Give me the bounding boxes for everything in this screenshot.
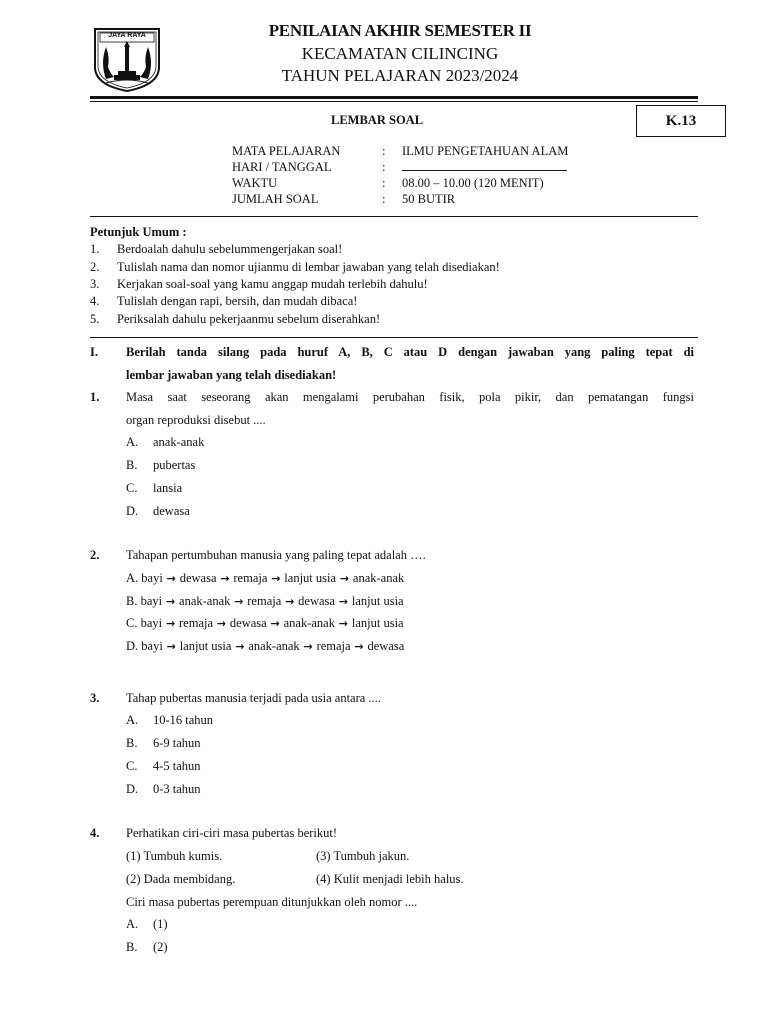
exam-title: PENILAIAN AKHIR SEMESTER II <box>268 21 532 40</box>
option-letter: B. <box>126 458 138 472</box>
instruction-number: 3. <box>90 277 100 291</box>
q2-option-d <box>126 639 404 654</box>
question-text: Perhatikan ciri-ciri masa pubertas berikut! <box>126 826 338 840</box>
option-letter: A. <box>126 435 139 449</box>
info-value: 08.00 – 10.00 (120 MENIT) <box>402 176 544 190</box>
info-label: MATA PELAJARAN <box>232 144 341 158</box>
growth-stage: remaja <box>179 616 214 630</box>
instruction-text: Tulislah dengan rapi, bersih, dan mudah dibaca! <box>117 294 358 308</box>
instruction-text: Berdoalah dahulu sebelummengerjakan soal! <box>117 242 343 256</box>
instruction-number: 5. <box>90 312 100 326</box>
info-label: JUMLAH SOAL <box>232 192 319 206</box>
growth-stage: remaja <box>247 594 282 608</box>
section-instruction-line2: lembar jawaban yang telah disediakan! <box>126 368 337 382</box>
instructions-divider <box>90 337 698 338</box>
arrow-right-icon: → <box>162 595 180 608</box>
growth-stage: dewasa <box>179 571 217 585</box>
question-text-cont: organ reproduksi disebut .... <box>126 413 266 427</box>
district-name: KECAMATAN CILINCING <box>301 44 499 63</box>
trait-item: (4) Kulit menjadi lebih halus. <box>316 872 464 886</box>
question-prompt: Ciri masa pubertas perempuan ditunjukkan oleh nomor .... <box>126 895 418 909</box>
question-number: 1. <box>90 390 100 404</box>
q2-option-b <box>126 594 404 609</box>
header-divider-thick <box>90 96 698 99</box>
info-value: 50 BUTIR <box>402 192 456 206</box>
growth-stage: anak-anak <box>352 571 405 585</box>
option-text: 10-16 tahun <box>153 713 214 727</box>
option-text: 4-5 tahun <box>153 759 201 773</box>
arrow-right-icon: → <box>336 572 353 585</box>
growth-stage: lanjut usia <box>351 594 404 608</box>
option-text: 0-3 tahun <box>153 782 201 796</box>
growth-stage: bayi <box>141 639 163 653</box>
growth-stage: remaja <box>316 639 351 653</box>
arrow-right-icon: → <box>299 640 317 653</box>
option-letter: C. <box>126 616 141 630</box>
option-letter: C. <box>126 481 138 495</box>
instruction-number: 1. <box>90 242 100 256</box>
question-number: 3. <box>90 691 100 705</box>
arrow-right-icon: → <box>334 595 352 608</box>
info-colon: : <box>382 144 386 158</box>
arrow-right-icon: → <box>162 617 180 630</box>
growth-stage: anak-anak <box>179 594 231 608</box>
trait-item: (1) Tumbuh kumis. <box>126 849 223 863</box>
q2-option-a <box>126 571 404 586</box>
growth-stage: dewasa <box>298 594 335 608</box>
info-value: ILMU PENGETAHUAN ALAM <box>402 144 569 158</box>
option-letter: B. <box>126 940 138 954</box>
info-label: HARI / TANGGAL <box>232 160 332 174</box>
option-letter: A. <box>126 917 139 931</box>
arrow-right-icon: → <box>162 572 180 585</box>
section-number: I. <box>90 345 98 359</box>
date-blank-field <box>402 159 567 175</box>
option-letter: D. <box>126 782 139 796</box>
instruction-number: 2. <box>90 260 100 274</box>
arrow-right-icon: → <box>334 617 352 630</box>
info-colon: : <box>382 160 386 174</box>
info-label: WAKTU <box>232 176 278 190</box>
option-letter: A. <box>126 713 139 727</box>
instruction-text: Tulislah nama dan nomor ujianmu di lembar jawaban yang telah disediakan! <box>117 260 500 274</box>
growth-stage: lanjut usia <box>351 616 404 630</box>
question-number: 2. <box>90 548 100 562</box>
question-text: Masa saat seseorang akan mengalami perubahan fisik, pola pikir, dan pematangan fungsi <box>126 390 694 404</box>
trait-item: (2) Dada membidang. <box>126 872 236 886</box>
info-divider <box>90 216 698 217</box>
growth-stage: lanjut usia <box>284 571 337 585</box>
instruction-text: Kerjakan soal-soal yang kamu anggap mudah terlebih dahulu! <box>117 277 428 291</box>
option-text: dewasa <box>153 504 190 518</box>
question-text: Tahapan pertumbuhan manusia yang paling tepat adalah …. <box>126 548 426 562</box>
academic-year: TAHUN PELAJARAN 2023/2024 <box>281 66 519 85</box>
arrow-right-icon: → <box>281 595 299 608</box>
arrow-right-icon: → <box>266 617 284 630</box>
arrow-right-icon: → <box>267 572 285 585</box>
question-text: Tahap pubertas manusia terjadi pada usia antara .... <box>126 691 381 705</box>
info-colon: : <box>382 176 386 190</box>
sheet-title: LEMBAR SOAL <box>331 113 424 127</box>
option-letter: B. <box>126 594 141 608</box>
growth-stage: dewasa <box>229 616 267 630</box>
arrow-right-icon: → <box>230 595 248 608</box>
header-divider-thin <box>90 101 698 102</box>
logo-motto: JAYA RAYA <box>108 32 146 39</box>
growth-stage: dewasa <box>367 639 405 653</box>
question-number: 4. <box>90 826 100 840</box>
option-letter: A. <box>126 571 142 585</box>
school-logo <box>92 27 162 93</box>
option-text: anak-anak <box>153 435 205 449</box>
arrow-right-icon: → <box>231 640 249 653</box>
growth-stage: remaja <box>233 571 268 585</box>
arrow-right-icon: → <box>216 572 234 585</box>
instruction-number: 4. <box>90 294 100 308</box>
growth-stage: bayi <box>140 616 163 630</box>
option-text: (2) <box>153 940 168 954</box>
option-letter: D. <box>126 639 142 653</box>
q2-option-c <box>126 616 404 631</box>
instructions-title: Petunjuk Umum : <box>90 225 187 239</box>
option-text: 6-9 tahun <box>153 736 201 750</box>
curriculum-code-box: K.13 <box>636 105 726 137</box>
arrow-right-icon: → <box>213 617 230 630</box>
option-text: lansia <box>153 481 183 495</box>
growth-stage: bayi <box>141 571 163 585</box>
trait-item: (3) Tumbuh jakun. <box>316 849 410 863</box>
section-instruction-line1: Berilah tanda silang pada huruf A, B, C atau D dengan jawaban yang paling tepat di <box>126 345 694 359</box>
growth-stage: bayi <box>140 594 163 608</box>
option-text: pubertas <box>153 458 196 472</box>
info-colon: : <box>382 192 386 206</box>
option-letter: C. <box>126 759 138 773</box>
option-letter: B. <box>126 736 138 750</box>
growth-stage: lanjut usia <box>179 639 232 653</box>
growth-stage: anak-anak <box>283 616 335 630</box>
arrow-right-icon: → <box>162 640 180 653</box>
option-text: (1) <box>153 917 168 931</box>
arrow-right-icon: → <box>350 640 368 653</box>
growth-stage: anak-anak <box>248 639 300 653</box>
option-letter: D. <box>126 504 139 518</box>
instruction-text: Periksalah dahulu pekerjaanmu sebelum diserahkan! <box>117 312 381 326</box>
